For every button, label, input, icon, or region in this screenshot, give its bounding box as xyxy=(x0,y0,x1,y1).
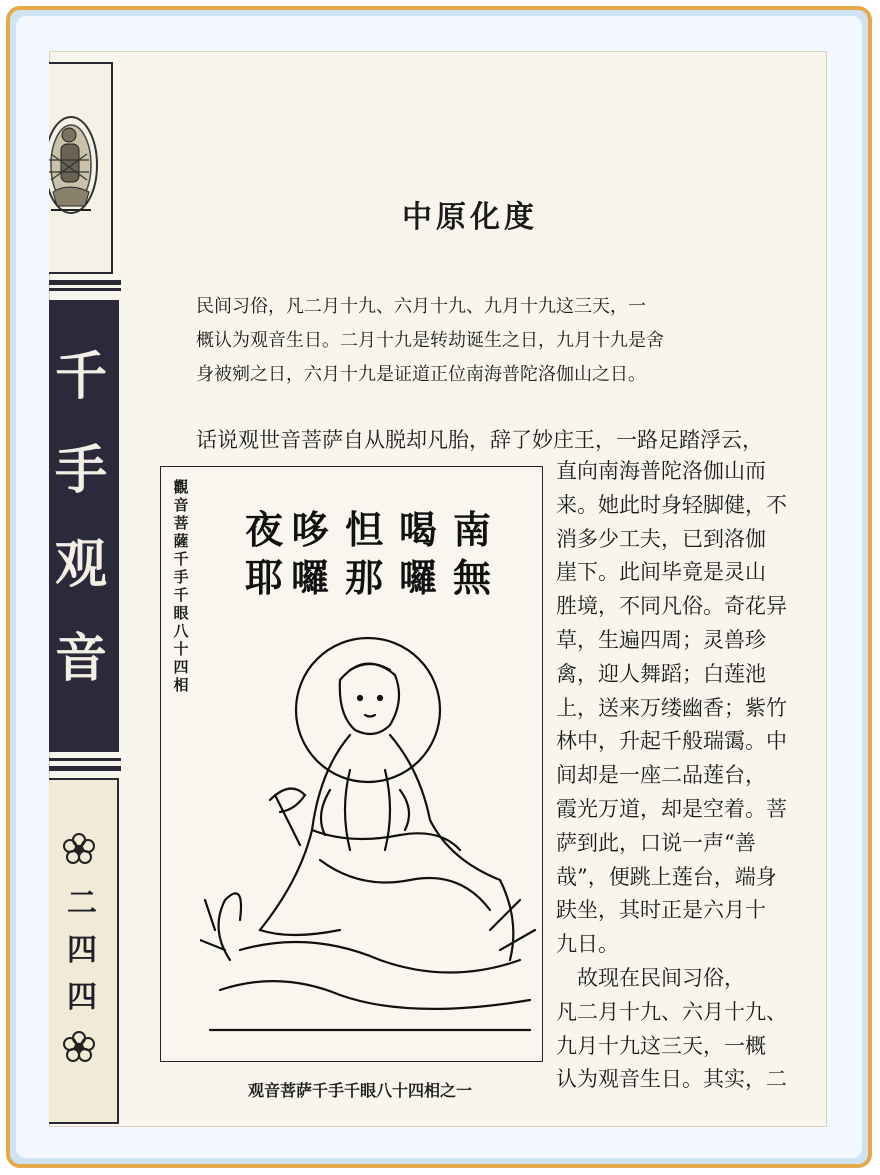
body-line: 九日。 xyxy=(556,932,619,957)
page-number-char: 四 xyxy=(67,933,97,968)
body-line: 哉”，便跳上莲台，端身 xyxy=(556,864,777,889)
illustration-caption: 观音菩萨千手千眼八十四相之一 xyxy=(247,1081,472,1100)
body-line: 崖下。此间毕竟是灵山 xyxy=(556,560,766,585)
spine-title-char: 音 xyxy=(54,629,107,689)
spine-title-char: 手 xyxy=(54,441,107,501)
body-text-column xyxy=(556,455,788,1097)
body-first-line: 话说观世音菩萨自从脱却凡胎，辞了妙庄王，一路足踏浮云， xyxy=(196,428,763,452)
body-line: 直向南海普陀洛伽山而 xyxy=(556,459,766,483)
page-number-char: 四 xyxy=(67,980,97,1015)
body-line: 萨到此，口说一声“善 xyxy=(556,830,756,855)
spine-title-char: 千 xyxy=(54,347,107,407)
flower-ornament-icon xyxy=(62,1030,96,1064)
mantra-column: 喝囉 xyxy=(398,507,437,600)
chapter-title: 中原化度 xyxy=(402,200,538,235)
mantra-column: 夜耶 xyxy=(244,507,283,600)
spine-divider xyxy=(49,758,121,761)
intro-line: 民间习俗，凡二月十九、六月十九、九月十九这三天，一 xyxy=(196,296,646,317)
body-line: 草，生遍四周；灵兽珍 xyxy=(556,627,766,652)
body-line: 故现在民间习俗， xyxy=(556,965,745,990)
body-line: 霞光万道，却是空着。菩 xyxy=(556,796,787,821)
flower-ornament-icon xyxy=(62,832,96,866)
intro-line: 身被剜之日，六月十九是证道正位南海普陀洛伽山之日。 xyxy=(196,364,646,385)
body-line: 禽，迎人舞蹈；白莲池 xyxy=(556,661,766,686)
page-number-vertical xyxy=(52,880,112,1021)
guanyin-figure-icon xyxy=(200,630,540,1050)
body-line: 间却是一座二品莲台， xyxy=(556,763,766,788)
body-line: 胜境，不同凡俗。奇花异 xyxy=(556,594,787,619)
body-line: 九月十九这三天，一概 xyxy=(556,1033,766,1058)
spine-divider xyxy=(49,280,121,285)
mantra-column: 哆囉 xyxy=(290,507,329,600)
spine-title-char: 观 xyxy=(54,535,107,595)
spine-divider xyxy=(49,766,121,771)
body-line: 来。她此时身轻脚健，不 xyxy=(556,492,787,517)
mantra-column: 怛那 xyxy=(344,507,383,600)
body-line: 凡二月十九、六月十九、 xyxy=(556,999,787,1024)
intro-line: 概认为观音生日。二月十九是转劫诞生之日，九月十九是舍 xyxy=(196,330,664,351)
intro-paragraph xyxy=(196,290,756,392)
woodcut-vertical-label: 觀音菩薩千手千眼八十四相 xyxy=(173,478,189,694)
body-line: 消多少工夫，已到洛伽 xyxy=(556,526,766,551)
body-line: 认为观音生日。其实，二 xyxy=(556,1067,787,1092)
body-line: 上，送来万缕幽香；紫竹 xyxy=(556,695,787,720)
guanyin-emblem-icon xyxy=(49,110,101,230)
spine-divider xyxy=(49,288,121,291)
page-number-char: 二 xyxy=(67,886,97,921)
body-line: 趺坐，其时正是六月十 xyxy=(556,898,766,923)
book-title-vertical xyxy=(49,330,113,706)
body-line: 林中，升起千般瑞霭。中 xyxy=(556,729,787,754)
mantra-column: 南無 xyxy=(452,507,491,600)
